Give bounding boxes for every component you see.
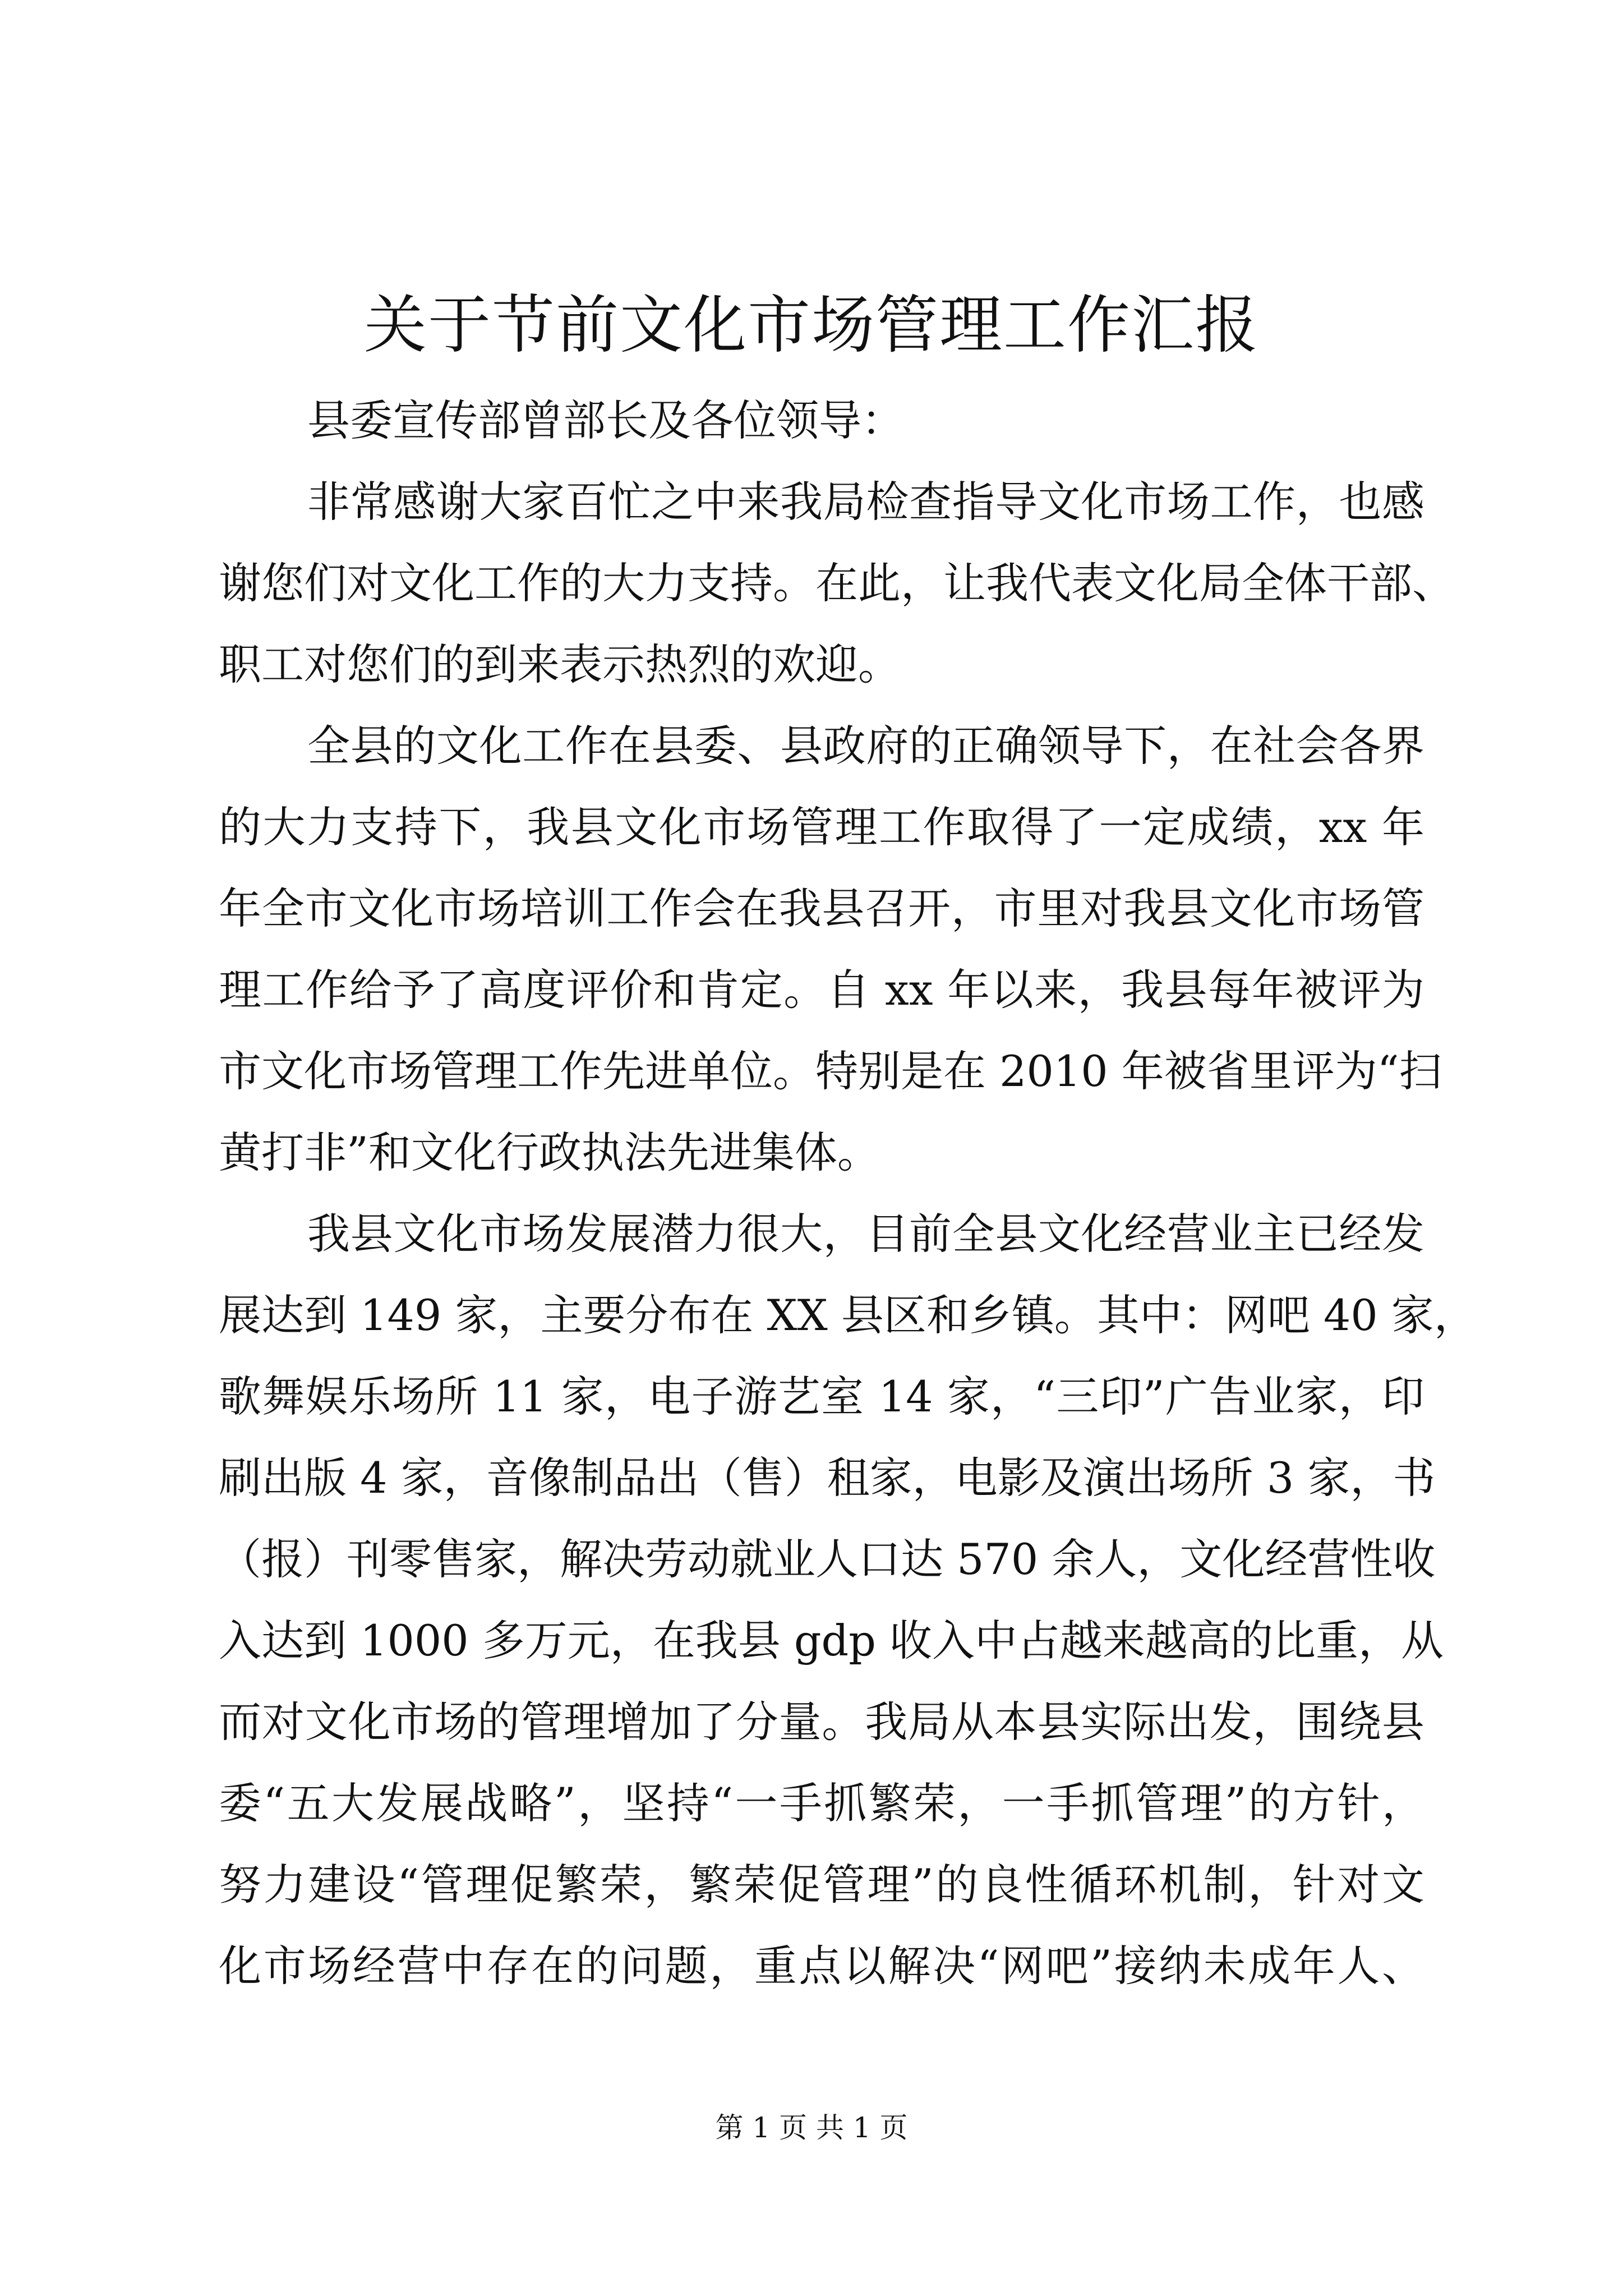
paragraph-line: 努力建设“管理促繁荣，繁荣促管理”的良性循环机制，针对文 bbox=[219, 1860, 1424, 1910]
paragraph-line: 的大力支持下，我县文化市场管理工作取得了一定成绩，xx 年 bbox=[219, 802, 1424, 852]
paragraph-line: 入达到 1000 多万元，在我县 gdp 收入中占越来越高的比重，从 bbox=[219, 1616, 1444, 1665]
paragraph-line: 理工作给予了高度评价和肯定。自 xx 年以来，我县每年被评为 bbox=[219, 965, 1424, 1015]
salutation: 县委宣传部曾部长及各位领导： bbox=[307, 395, 904, 445]
paragraph-line: 刷出版 4 家，音像制品出（售）租家，电影及演出场所 3 家，书 bbox=[219, 1453, 1436, 1503]
paragraph-line: 黄打非”和文化行政执法先进集体。 bbox=[219, 1128, 880, 1177]
paragraph-line: 市文化市场管理工作先进单位。特别是在 2010 年被省里评为“扫 bbox=[219, 1046, 1442, 1096]
paragraph-line: 歌舞娱乐场所 11 家，电子游艺室 14 家，“三印”广告业家，印 bbox=[219, 1372, 1424, 1421]
paragraph-line: （报）刊零售家，解决劳动就业人口达 570 余人，文化经营性收 bbox=[219, 1534, 1436, 1584]
paragraph-line: 年全市文化市场培训工作会在我县召开，市里对我县文化市场管 bbox=[219, 884, 1424, 933]
paragraph-line: 委“五大发展战略”，坚持“一手抓繁荣，一手抓管理”的方针， bbox=[219, 1778, 1424, 1828]
paragraph-line: 谢您们对文化工作的大力支持。在此，让我代表文化局全体干部、 bbox=[219, 558, 1455, 608]
paragraph-line: 非常感谢大家百忙之中来我局检查指导文化市场工作，也感 bbox=[307, 477, 1424, 527]
paragraph-line: 而对文化市场的管理增加了分量。我局从本县实际出发，围绕县 bbox=[219, 1697, 1424, 1747]
paragraph-line: 我县文化市场发展潜力很大，目前全县文化经营业主已经发 bbox=[307, 1209, 1424, 1259]
paragraph-line: 全县的文化工作在县委、县政府的正确领导下，在社会各界 bbox=[307, 721, 1424, 771]
document-title: 关于节前文化市场管理工作汇报 bbox=[364, 289, 1259, 362]
paragraph-line: 化市场经营中存在的问题，重点以解决“网吧”接纳未成年人、 bbox=[219, 1941, 1424, 1991]
paragraph-line: 职工对您们的到来表示热烈的欢迎。 bbox=[219, 639, 901, 689]
paragraph-line: 展达到 149 家，主要分布在 XX 县区和乡镇。其中：网吧 40 家， bbox=[219, 1290, 1477, 1340]
page-footer: 第 1 页 共 1 页 bbox=[715, 2111, 908, 2144]
